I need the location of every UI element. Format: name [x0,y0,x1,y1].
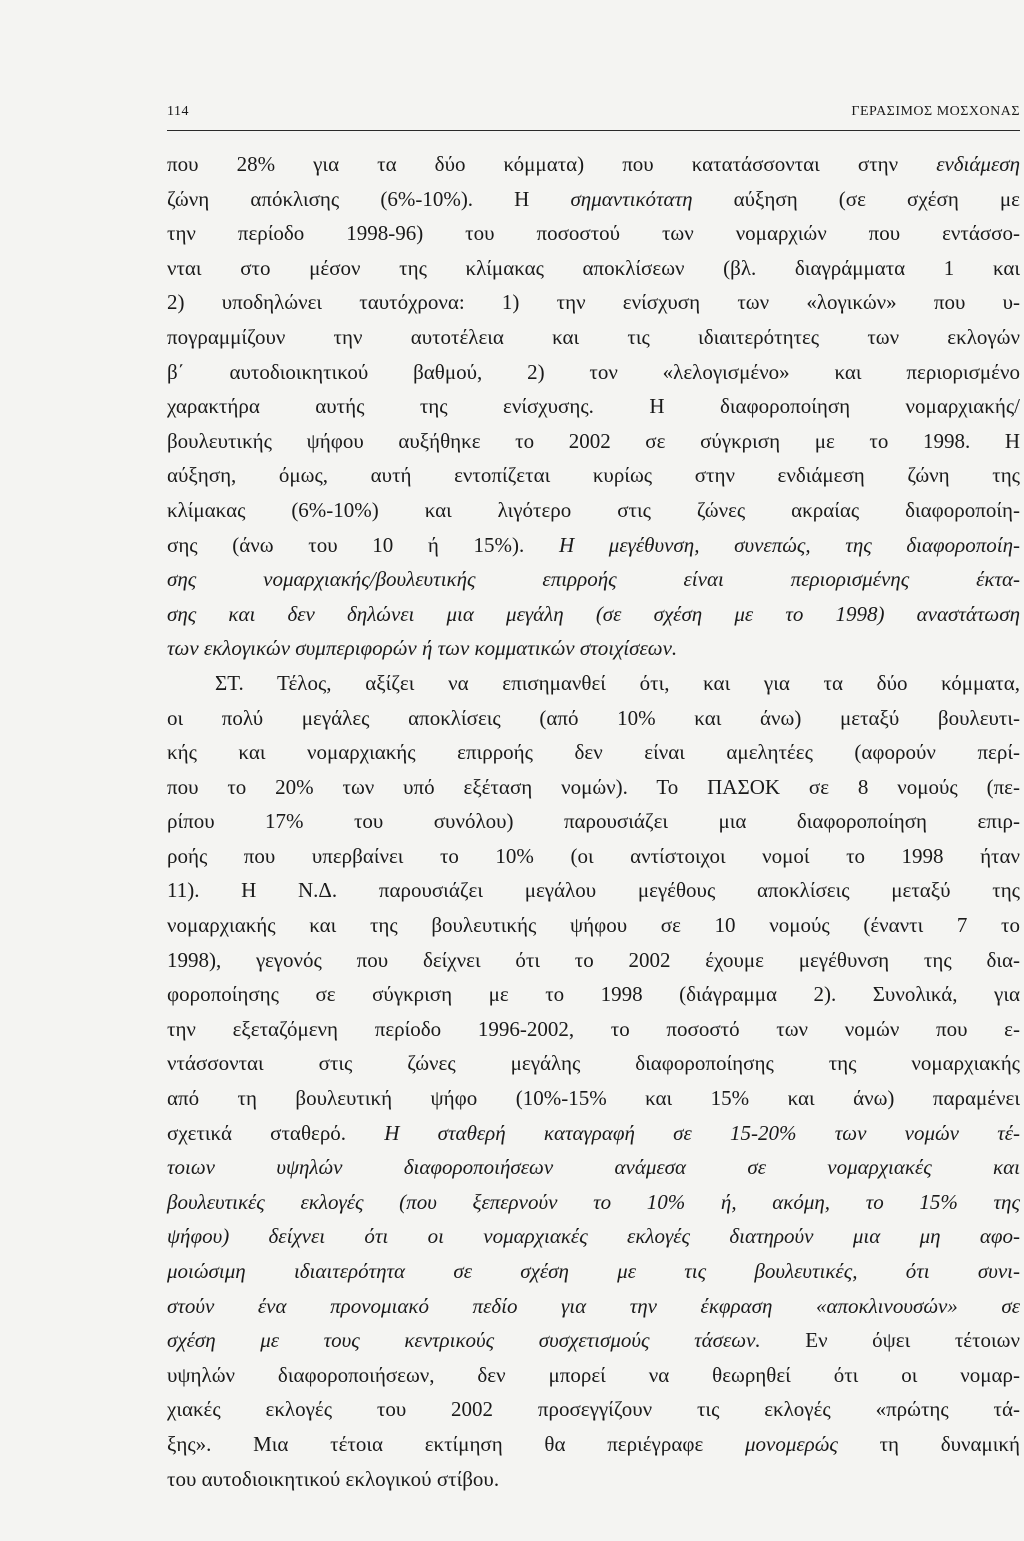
italic-text-segment: μονομερώς [744,1431,838,1456]
text-line [167,528,1020,563]
text-line [167,1150,1020,1185]
italic-text-segment: στούν ένα προνομιακό πεδίο για την έκφραση «αποκλινουσών» σε [167,1293,1020,1318]
text-segment: τη δυναμική [837,1431,1020,1456]
text-line [167,1116,1020,1151]
text-line [167,1427,1020,1462]
text-line [167,770,1020,805]
text-line [167,424,1020,459]
text-segment: ροής που υπερβαίνει το 10% (οι αντίστοιχοι νομοί το 1998 ήταν [167,843,1020,868]
text-segment: Εν όψει τέτοιων [760,1328,1020,1353]
italic-text-segment: βουλευτικές εκλογές (που ξεπερνούν το 10% ή, ακόμη, το 15% της [167,1189,1020,1214]
text-segment: από τη βουλευτική ψήφο (10%-15% και 15% και άνω) παραμένει [167,1086,1020,1111]
text-segment: 1998), γεγονός που δείχνει ότι το 2002 έχουμε μεγέθυνση της δια- [167,947,1020,972]
text-segment: του αυτοδιοικητικού εκλογικού στίβου. [167,1466,500,1491]
text-line [167,1046,1020,1081]
text-segment: νομαρχιακής και της βουλευτικής ψήφου σε 10 νομούς (έναντι 7 το [167,913,1020,938]
text-line [167,1323,1020,1358]
italic-text-segment: σημαντικότατη [570,186,693,211]
text-line [167,1185,1020,1220]
text-segment: φοροποίησης σε σύγκριση με το 1998 (διάγραμμα 2). Συνολικά, για [167,982,1020,1007]
text-line [167,977,1020,1012]
text-line [167,355,1020,390]
running-head: ΓΕΡΑΣΙΜΟΣ ΜΟΣΧΟΝΑΣ [851,104,1020,119]
text-line [167,389,1020,424]
italic-text-segment: σης νομαρχιακής/βουλευτικής επιρροής είναι περιορισμένης έκτα- [167,567,1020,592]
text-line [167,147,1020,182]
text-line [167,1289,1020,1324]
text-segment: χιακές εκλογές του 2002 προσεγγίζουν τις εκλογές «πρώτης τά- [167,1397,1020,1422]
text-segment: ΣΤ. Τέλος, αξίζει να επισημανθεί ότι, και για τα δύο κόμματα, [215,670,1020,695]
page-number: 114 [167,104,189,119]
text-line [167,182,1020,217]
text-line [167,1012,1020,1047]
text-line [167,1358,1020,1393]
text-line [167,320,1020,355]
text-line [167,1392,1020,1427]
text-segment: που το 20% των υπό εξέταση νομών). Το ΠΑΣΟΚ σε 8 νομούς (πε- [167,774,1020,799]
text-line [167,1081,1020,1116]
header-rule [167,130,1020,131]
italic-text-segment: ενδιάμεση [936,152,1020,176]
text-segment: την εξεταζόμενη περίοδο 1996-2002, το ποσοστό των νομών που ε- [167,1016,1020,1041]
body-text [167,147,1020,1496]
text-segment: β΄ αυτοδιοικητικού βαθμού, 2) τον «λελογισμένο» και περιορισμένο [167,359,1020,384]
text-line [167,597,1020,632]
italic-text-segment: Η μεγέθυνση, συνεπώς, της διαφοροποίη- [558,532,1020,557]
italic-text-segment: ψήφου) δείχνει ότι οι νομαρχιακές εκλογές διατηρούν μια μη αφο- [167,1224,1020,1249]
text-segment: κλίμακας (6%-10%) και λιγότερο στις ζώνες ακραίας διαφοροποίη- [167,497,1020,522]
italic-text-segment: σης και δεν δηλώνει μια μεγάλη (σε σχέση με το 1998) αναστάτωση [167,601,1020,626]
text-line [167,285,1020,320]
text-segment: σχετικά σταθερό. [167,1120,385,1145]
text-line [167,873,1020,908]
text-line [167,458,1020,493]
text-line [167,216,1020,251]
text-segment: κής και νομαρχιακής επιρροής δεν είναι αμελητέες (αφορούν περί- [167,740,1020,765]
text-segment: ζώνη απόκλισης (6%-10%). Η [167,186,571,211]
text-line [167,908,1020,943]
text-segment: 11). Η Ν.Δ. παρουσιάζει μεγάλου μεγέθους αποκλίσεις μεταξύ της [167,878,1020,903]
text-segment: βουλευτικής ψήφου αυξήθηκε το 2002 σε σύγκριση με το 1998. Η [167,428,1020,453]
text-line [167,1254,1020,1289]
text-segment: υψηλών διαφοροποιήσεων, δεν μπορεί να θεωρηθεί ότι οι νομαρ- [167,1362,1020,1387]
text-line [167,666,1020,701]
text-line [167,251,1020,286]
text-segment: σης (άνω του 10 ή 15%). [167,532,559,557]
text-line [167,562,1020,597]
text-segment: 2) υποδηλώνει ταυτόχρονα: 1) την ενίσχυση των «λογικών» που υ- [167,290,1020,315]
text-line [167,1462,1020,1497]
text-segment: αύξηση, όμως, αυτή εντοπίζεται κυρίως στην ενδιάμεση ζώνη της [167,463,1020,488]
text-segment: ρίπου 17% του συνόλου) παρουσιάζει μια διαφοροποίηση επιρ- [167,809,1020,834]
text-segment: την περίοδο 1998-96) του ποσοστού των νομαρχιών που εντάσσο- [167,221,1020,246]
text-segment: αύξηση (σε σχέση με [692,186,1020,211]
text-line [167,735,1020,770]
text-line [167,804,1020,839]
text-line [167,839,1020,874]
italic-text-segment: σχέση με τους κεντρικούς συσχετισμούς τάσεων. [167,1328,761,1353]
text-segment: χαρακτήρα αυτής της ενίσχυσης. Η διαφοροποίηση νομαρχιακής/ [167,394,1020,419]
text-segment: ξης». Μια τέτοια εκτίμηση θα περιέγραφε [167,1431,745,1456]
text-line [167,701,1020,736]
italic-text-segment: των εκλογικών συμπεριφορών ή των κομματικών στοιχίσεων. [167,636,678,661]
page-header [167,104,1020,130]
text-segment: πογραμμίζουν την αυτοτέλεια και τις ιδιαιτερότητες των εκλογών [167,324,1020,349]
text-line [167,1219,1020,1254]
text-line [167,493,1020,528]
text-segment: που 28% για τα δύο κόμματα) που κατατάσσονται στην [167,152,937,176]
italic-text-segment: μοιώσιμη ιδιαιτερότητα σε σχέση με τις βουλευτικές, ότι συνι- [167,1259,1020,1283]
text-segment: ντάσσονται στις ζώνες μεγάλης διαφοροποίησης της νομαρχιακής [167,1051,1020,1076]
text-segment: νται στο μέσον της κλίμακας αποκλίσεων (βλ. διαγράμματα 1 και [167,255,1020,280]
text-segment: οι πολύ μεγάλες αποκλίσεις (από 10% και άνω) μεταξύ βουλευτι- [167,705,1020,730]
italic-text-segment: Η σταθερή καταγραφή σε 15-20% των νομών τέ- [384,1120,1020,1145]
text-line [167,631,1020,666]
italic-text-segment: τοιων υψηλών διαφοροποιήσεων ανάμεσα σε νομαρχιακές και [167,1155,1020,1180]
text-line [167,943,1020,978]
